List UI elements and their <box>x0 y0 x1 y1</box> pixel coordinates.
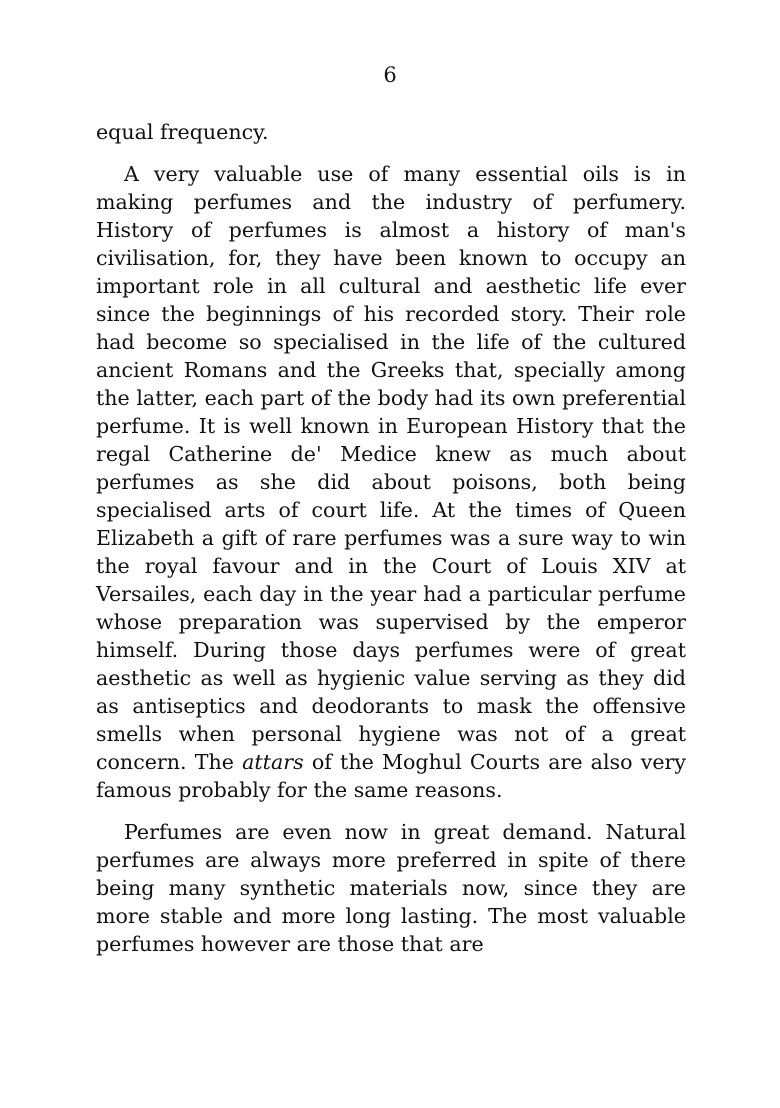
body-text <box>96 118 686 958</box>
paragraph-perfumes-demand: Perfumes are even now in great demand. Natural perfumes are always more preferred in spite of there being many synthetic materials now, since they are more stable and more long lasting. The most valuable perfumes however are those that are <box>96 820 686 956</box>
page-number: 6 <box>383 63 397 87</box>
paragraph-text-part: A very valuable use of many essential oils is in making perfumes and the industry of perfumery. History of perfumes is almost a history of man's civilisation, for, they have been known to occupy an important role in all cultural and aesthetic life ever since the beginnings of his recorded story. Their role had become so specialised in the life of the cultured ancient Romans and the Greeks that, specially among the latter, each part of the body had its own preferential perfume. It is well known in European History that the regal Catherine de' Medice knew as much about perfumes as she did about poisons, both being specialised arts of court life. At the times of Queen Elizabeth a gift of rare perfumes was a sure way to win the royal favour and in the Court of Louis XIV at Versailes, each day in the year had a particular perfume whose preparation was supervised by the emperor himself. During those days perfumes were of great aesthetic as well as hygienic value serving as they did as antiseptics and deodorants to mask the offensive smells when personal hygiene was not of a great concern. The <box>96 162 686 774</box>
italic-term-attars: attars <box>242 750 304 774</box>
paragraph-continuation: equal frequency. <box>96 120 269 144</box>
paragraph-perfumes-history <box>96 160 686 804</box>
paragraph-text-part: of the Moghul Courts are also very famous probably for the same reasons. <box>96 750 686 802</box>
